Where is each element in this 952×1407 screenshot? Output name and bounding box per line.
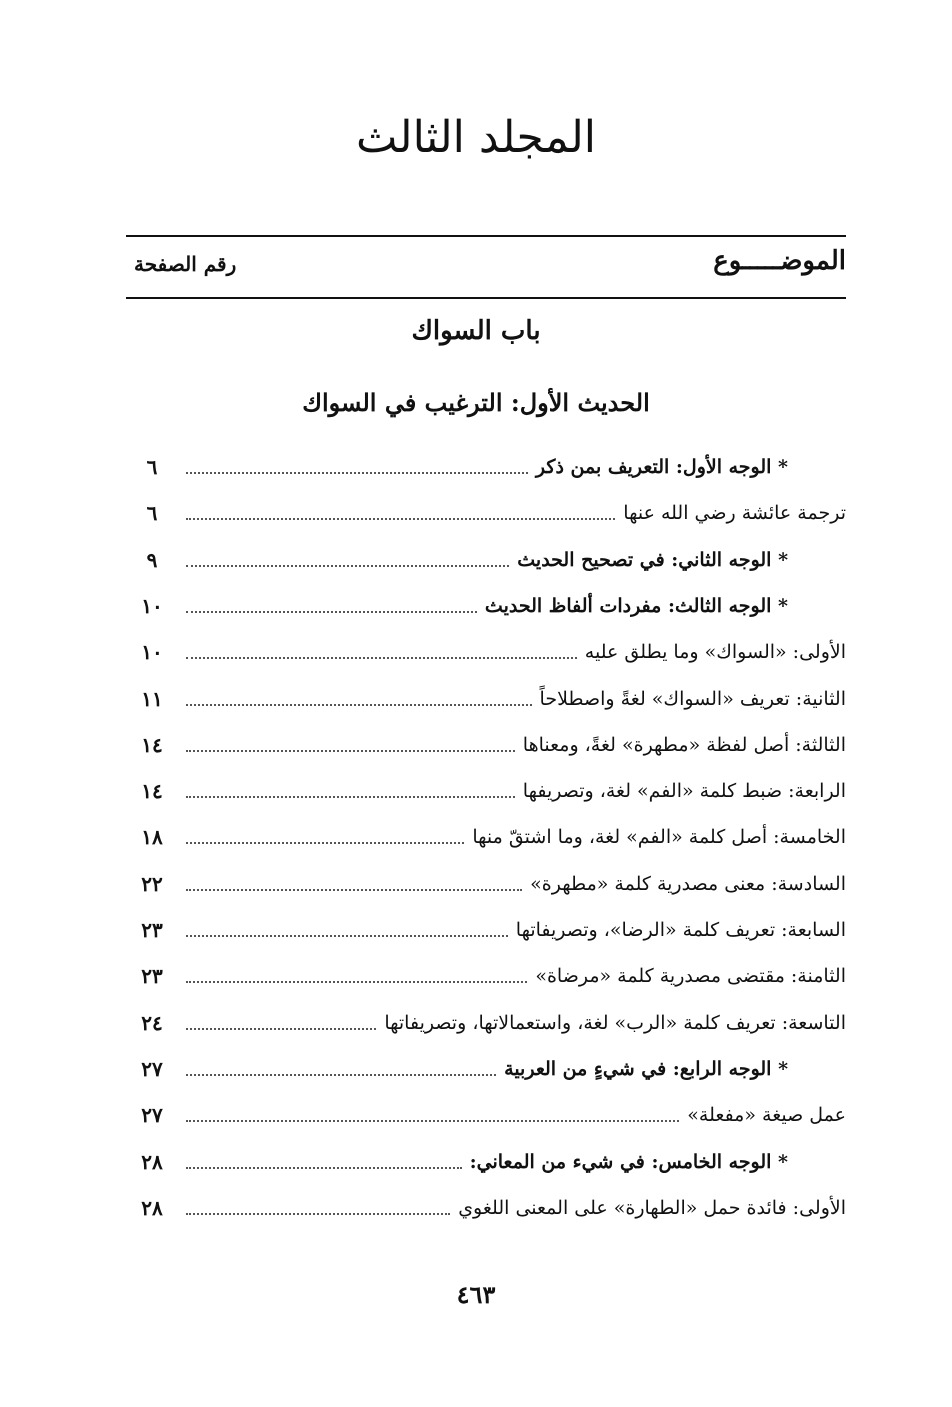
toc-entry-page: ٢٨: [141, 1195, 163, 1220]
chapter-title: باب السواك: [411, 316, 541, 346]
dot-leader: [186, 796, 515, 798]
toc-entry-page: ٢٧: [141, 1103, 163, 1128]
dot-leader: [186, 518, 615, 520]
toc-entry: [126, 1139, 846, 1185]
dot-leader: [186, 935, 508, 937]
toc-entry-page: ١٠: [141, 593, 163, 618]
toc-entry: [126, 1046, 846, 1092]
toc-entry-page: ١٠: [141, 640, 163, 665]
toc-entry: [126, 814, 846, 860]
toc-entry-title: * الوجه الأول: التعريف بمن ذكر: [535, 456, 788, 478]
toc-entry-title: السابعة: تعريف كلمة «الرضا»، وتصريفاتها: [515, 919, 846, 941]
toc-entry-title: الثامنة: مقتضى مصدرية كلمة «مرضاة»: [535, 965, 846, 988]
dot-leader: [186, 472, 528, 474]
toc-entry: [126, 444, 846, 490]
toc-entry-title: * الوجه الثاني: في تصحيح الحديث: [517, 548, 788, 571]
toc-entry-page: ٢٣: [141, 918, 163, 942]
toc-entry-page: ١١: [141, 686, 163, 711]
toc-entry-page: ١٤: [141, 779, 163, 804]
dot-leader: [186, 889, 522, 891]
toc-entry: [126, 953, 846, 999]
dot-leader: [186, 1120, 679, 1122]
toc-entry-title: الأولى: «السواك» وما يطلق عليه: [584, 641, 846, 664]
hadith-title: الحديث الأول: الترغيب في السواك: [302, 388, 650, 417]
toc-entry-page: ٢٣: [141, 964, 163, 989]
toc-entry-title: * الوجه الثالث: مفردات ألفاظ الحديث: [484, 594, 788, 617]
toc-entry-title: * الوجه الخامس: في شيء من المعاني:: [469, 1150, 788, 1173]
dot-leader: [186, 842, 464, 844]
toc-entry-title: عمل صيغة «مفعلة»: [687, 1104, 846, 1127]
dot-leader: [186, 565, 509, 567]
toc-entry: [126, 1000, 846, 1046]
toc-entry: [126, 768, 846, 814]
toc-entry-title: الأولى: فائدة حمل «الطهارة» على المعنى اللغوي: [458, 1196, 846, 1219]
toc-entry-page: ٢٧: [141, 1056, 163, 1081]
header-bottom-rule: [126, 297, 846, 299]
toc-entry: [126, 1185, 846, 1231]
toc-entry-title: التاسعة: تعريف كلمة «الرب» لغة، واستعمالاتها، وتصريفاتها: [384, 1011, 846, 1034]
toc-entry-page: ١٨: [141, 825, 163, 850]
toc-entry-page: ٢٤: [141, 1010, 163, 1035]
toc-entry: [126, 722, 846, 768]
toc-entry-title: * الوجه الرابع: في شيءٍ من العربية: [504, 1057, 788, 1080]
dot-leader: [186, 1213, 450, 1215]
toc-entry: [126, 1092, 846, 1138]
toc-entry: [126, 537, 846, 583]
toc-entry: [126, 676, 846, 722]
toc-entry-page: ٦: [146, 455, 158, 479]
toc-entry-page: ٩: [146, 547, 158, 572]
toc-entry-title: ترجمة عائشة رضي الله عنها: [623, 502, 846, 525]
toc-entry: [126, 629, 846, 675]
toc-entry-page: ١٤: [141, 732, 163, 757]
toc-entry: [126, 583, 846, 629]
toc-entry: [126, 861, 846, 907]
topic-column-header: الموضـــــوع: [713, 246, 846, 276]
toc-entry-page: ٢٢: [141, 871, 163, 896]
toc-entry: [126, 907, 846, 953]
page-column-header: رقم الصفحة: [134, 252, 237, 276]
toc-entry-title: الرابعة: ضبط كلمة «الفم» لغة، وتصريفها: [522, 780, 846, 803]
header-top-rule: [126, 235, 846, 237]
dot-leader: [186, 750, 515, 752]
dot-leader: [186, 704, 532, 706]
toc-entry-title: الثانية: تعريف «السواك» لغةً واصطلاحاً: [539, 687, 846, 710]
dot-leader: [186, 657, 577, 659]
toc-entry-title: الخامسة: أصل كلمة «الفم» لغة، وما اشتقّ منها: [472, 826, 846, 849]
dot-leader: [186, 1028, 376, 1030]
dot-leader: [186, 1074, 496, 1076]
toc-entry: [126, 490, 846, 536]
dot-leader: [186, 981, 527, 983]
dot-leader: [186, 1167, 462, 1169]
toc-entry-title: السادسة: معنى مصدرية كلمة «مطهرة»: [530, 872, 846, 895]
toc-entry-title: الثالثة: أصل لفظة «مطهرة» لغةً، ومعناها: [522, 733, 846, 756]
volume-title: المجلد الثالث: [355, 112, 597, 163]
toc-entry-page: ٦: [146, 501, 158, 526]
page-number: ٤٦٣: [456, 1280, 496, 1309]
dot-leader: [186, 611, 477, 613]
toc-entry-page: ٢٨: [141, 1149, 163, 1174]
